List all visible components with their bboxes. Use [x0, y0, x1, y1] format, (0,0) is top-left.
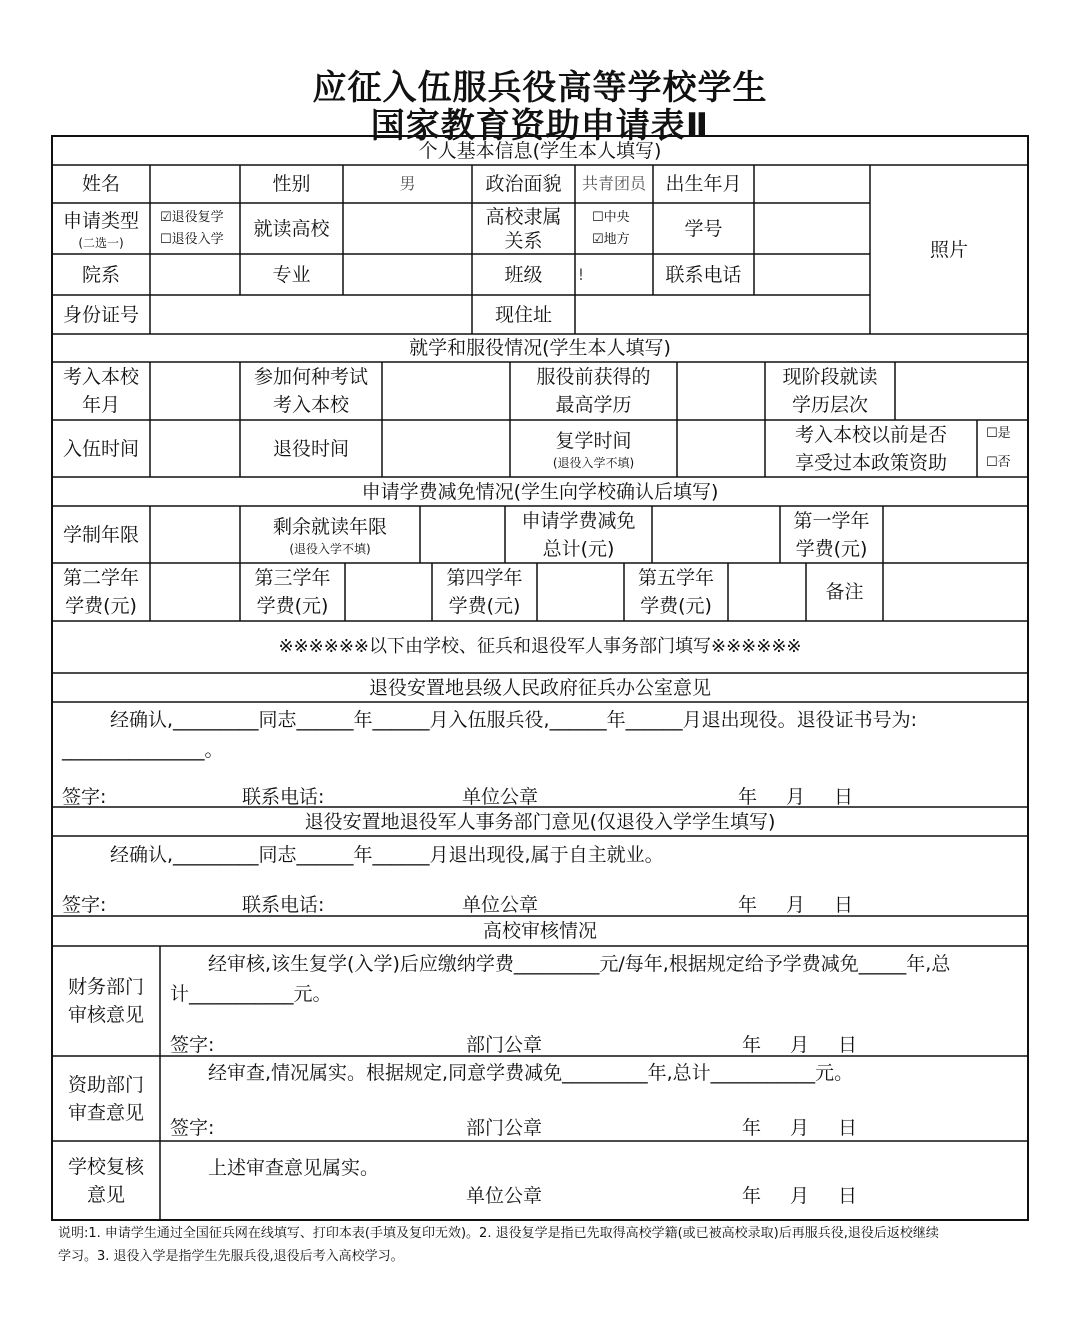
major-label: 专业 [272, 263, 311, 286]
apply-option-enroll[interactable]: ☐退役入学 [160, 232, 224, 247]
finance-line1: 财务部门 [67, 976, 144, 998]
total-line1: 申请学费减免 [521, 509, 636, 532]
recruit-office-month: 月 [786, 786, 806, 808]
gender-label: 性别 [272, 173, 311, 195]
education-label [510, 362, 677, 420]
policy-line1: 考入本校以前是否 [794, 423, 947, 446]
policy-option-yes[interactable]: ☐是 [986, 426, 1011, 441]
form-title-line2: 国家教育资助申请表Ⅱ [370, 106, 710, 146]
resume-field[interactable] [677, 420, 765, 477]
finance-review-label [52, 946, 160, 1056]
recruit-office-year: 年 [738, 786, 758, 808]
finance-review-text-line2: 计___________元。 [170, 983, 332, 1005]
finance-review-text-line1: 经审核,该生复学(入学)后应缴纳学费_________元/每年,根据规定给予学费减免_____年,总 [208, 953, 951, 975]
enlist-field[interactable] [150, 420, 240, 477]
aid-line1: 资助部门 [67, 1073, 144, 1096]
y3-field[interactable] [345, 563, 432, 621]
total-field[interactable] [652, 506, 780, 563]
recruit-office-confirm-line2: _______________。 [62, 739, 224, 761]
recruit-office-confirm-line1: 经确认,_________同志______年______月入伍服兵役,______年______月退出现役。退役证书号为: [110, 709, 917, 731]
affiliation-option-central[interactable]: ☐中央 [592, 210, 630, 225]
veteran-dept-confirm: 经确认,_________同志______年______月退出现役,属于自主就业。 [110, 844, 664, 866]
exam-line1: 参加何种考试 [253, 366, 368, 388]
finance-day: 日 [838, 1034, 858, 1056]
official-section-banner: ※※※※※※以下由学校、征兵和退役军人事务部门填写※※※※※※ [278, 636, 802, 657]
y1-label [780, 506, 883, 563]
section-service-header: 就学和服役情况(学生本人填写) [409, 337, 671, 359]
finance-sign: 签字: [170, 1034, 215, 1056]
study-level-label [765, 362, 895, 420]
recheck-month: 月 [790, 1185, 810, 1207]
id-field[interactable] [150, 295, 472, 334]
remark-field[interactable] [883, 563, 1028, 621]
y2-label [52, 563, 150, 621]
apply-type-sub: (二选一) [78, 235, 124, 250]
aid-sign: 签字: [170, 1117, 215, 1139]
aid-dept-seal: 部门公章 [466, 1117, 543, 1139]
political-field[interactable]: 共青团员 [581, 174, 646, 193]
recheck-day: 日 [838, 1185, 858, 1207]
school-label: 就读高校 [253, 217, 330, 240]
policy-label [765, 420, 977, 477]
enroll-date-field[interactable] [150, 362, 240, 420]
footnote [58, 1222, 1038, 1268]
years-field[interactable] [150, 506, 240, 563]
retire-label: 退役时间 [272, 437, 349, 460]
phone-field[interactable] [754, 254, 870, 295]
y4-line1: 第四学年 [446, 567, 523, 589]
birth-field[interactable] [754, 165, 870, 203]
name-label: 姓名 [81, 173, 120, 195]
study-level-line1: 现阶段就读 [782, 366, 878, 388]
study-level-line2: 学历层次 [791, 394, 868, 416]
affiliation-label-line1: 高校隶属 [485, 205, 562, 228]
address-label: 现住址 [494, 303, 552, 326]
y2-line1: 第二学年 [62, 567, 139, 589]
enlist-label: 入伍时间 [62, 437, 139, 460]
section-personal-header: 个人基本信息(学生本人填写) [418, 139, 662, 162]
aid-year: 年 [742, 1117, 762, 1139]
retire-field[interactable] [382, 420, 510, 477]
school-recheck-label [52, 1141, 160, 1220]
school-recheck-text: 上述审查意见属实。 [208, 1157, 380, 1179]
y4-field[interactable] [537, 563, 624, 621]
recheck-year: 年 [742, 1185, 762, 1207]
phone-label: 联系电话 [665, 263, 742, 286]
apply-type-text: 申请类型 [62, 209, 139, 232]
footnote-line1: 说明:1. 申请学生通过全国征兵网在线填写、打印本表(手填及复印无效)。2. 退役复学是指已先取得高校学籍(或已被高校录取)后再服兵役,退役后返校继续 [58, 1226, 939, 1241]
y1-line1: 第一学年 [793, 509, 870, 532]
apply-option-resume[interactable]: ☑退役复学 [160, 210, 224, 225]
section-school-review-header: 高校审核情况 [482, 920, 597, 942]
veteran-dept-phone: 联系电话: [242, 894, 325, 916]
education-line1: 服役前获得的 [536, 366, 651, 388]
remain-label [240, 506, 420, 563]
y1-field[interactable] [883, 506, 1028, 563]
veteran-dept-year: 年 [738, 894, 758, 916]
remain-field[interactable] [420, 506, 505, 563]
y3-line2: 学费(元) [256, 595, 329, 617]
y5-label [624, 563, 728, 621]
resume-label [510, 420, 677, 477]
gender-field[interactable]: 男 [399, 174, 416, 193]
policy-line2: 享受过本政策资助 [794, 451, 947, 474]
y4-line2: 学费(元) [448, 595, 521, 617]
enroll-date-label [52, 362, 150, 420]
remain-sub: (退役入学不填) [289, 541, 371, 556]
dept-label: 院系 [81, 263, 120, 286]
finance-dept-seal: 部门公章 [466, 1034, 543, 1056]
education-field[interactable] [677, 362, 765, 420]
photo-box: 照片 [929, 238, 968, 261]
recruit-office-seal: 单位公章 [462, 786, 539, 808]
school-field[interactable] [343, 203, 472, 254]
name-field[interactable] [150, 165, 240, 203]
y5-field[interactable] [728, 563, 806, 621]
aid-day: 日 [838, 1117, 858, 1139]
form-title-line1: 应征入伍服兵役高等学校学生 [312, 68, 768, 108]
birth-label: 出生年月 [665, 173, 742, 195]
education-line2: 最高学历 [555, 394, 632, 416]
resume-text: 复学时间 [555, 429, 632, 452]
recheck-line2: 意见 [86, 1183, 125, 1206]
id-label: 身份证号 [62, 303, 139, 326]
y1-line2: 学费(元) [795, 537, 868, 560]
veteran-dept-seal: 单位公章 [462, 894, 539, 916]
student-no-field[interactable] [754, 203, 870, 254]
dept-field[interactable] [150, 254, 240, 295]
section-tuition-header: 申请学费减免情况(学生向学校确认后填写) [361, 480, 719, 503]
veteran-dept-month: 月 [786, 894, 806, 916]
affiliation-label [472, 203, 575, 254]
remain-text: 剩余就读年限 [272, 515, 387, 538]
total-line2: 总计(元) [542, 537, 615, 560]
resume-sub: (退役入学不填) [552, 455, 635, 470]
footnote-line2: 学习。3. 退役入学是指学生先服兵役,退役后考入高校学习。 [58, 1249, 404, 1264]
y5-line1: 第五学年 [637, 567, 714, 589]
y3-label [240, 563, 345, 621]
remark-label: 备注 [825, 581, 864, 603]
study-level-field[interactable] [895, 362, 1028, 420]
y2-field[interactable] [150, 563, 240, 621]
aid-review-text: 经审查,情况属实。根据规定,同意学费减免_________年,总计___________元。 [208, 1062, 854, 1084]
aid-month: 月 [790, 1117, 810, 1139]
y2-line2: 学费(元) [65, 595, 137, 617]
section-veteran-dept-header: 退役安置地退役军人事务部门意见(仅退役入学学生填写) [304, 810, 776, 833]
apply-type-label [52, 203, 150, 254]
y3-line1: 第三学年 [254, 567, 331, 589]
total-label [505, 506, 652, 563]
recruit-office-phone: 联系电话: [242, 786, 325, 808]
major-field[interactable] [343, 254, 472, 295]
finance-year: 年 [742, 1034, 762, 1056]
political-label: 政治面貌 [485, 173, 562, 195]
school-unit-seal: 单位公章 [466, 1185, 543, 1207]
address-field[interactable] [575, 295, 870, 334]
section-recruit-office-header: 退役安置地县级人民政府征兵办公室意见 [368, 676, 711, 699]
affiliation-option-local[interactable]: ☑地方 [592, 232, 630, 247]
enroll-date-line2: 年月 [81, 394, 120, 416]
affiliation-label-line2: 关系 [504, 229, 543, 252]
recheck-line1: 学校复核 [67, 1155, 144, 1178]
veteran-dept-day: 日 [834, 894, 854, 916]
enroll-date-line1: 考入本校 [62, 366, 139, 388]
class-label: 班级 [504, 263, 543, 286]
exam-label [240, 362, 382, 420]
exam-line2: 考入本校 [272, 394, 349, 416]
finance-line2: 审核意见 [67, 1004, 144, 1026]
veteran-dept-sign: 签字: [62, 894, 107, 916]
finance-month: 月 [790, 1034, 810, 1056]
years-label: 学制年限 [62, 523, 139, 546]
class-field[interactable]: ! [577, 264, 585, 284]
recruit-office-day: 日 [834, 786, 854, 808]
exam-field[interactable] [382, 362, 510, 420]
recruit-office-sign: 签字: [62, 786, 107, 808]
student-no-label: 学号 [684, 217, 723, 240]
y4-label [432, 563, 537, 621]
aid-line2: 审查意见 [67, 1101, 144, 1124]
y5-line2: 学费(元) [640, 595, 712, 617]
aid-review-label [52, 1056, 160, 1141]
policy-option-no[interactable]: ☐否 [986, 455, 1011, 470]
